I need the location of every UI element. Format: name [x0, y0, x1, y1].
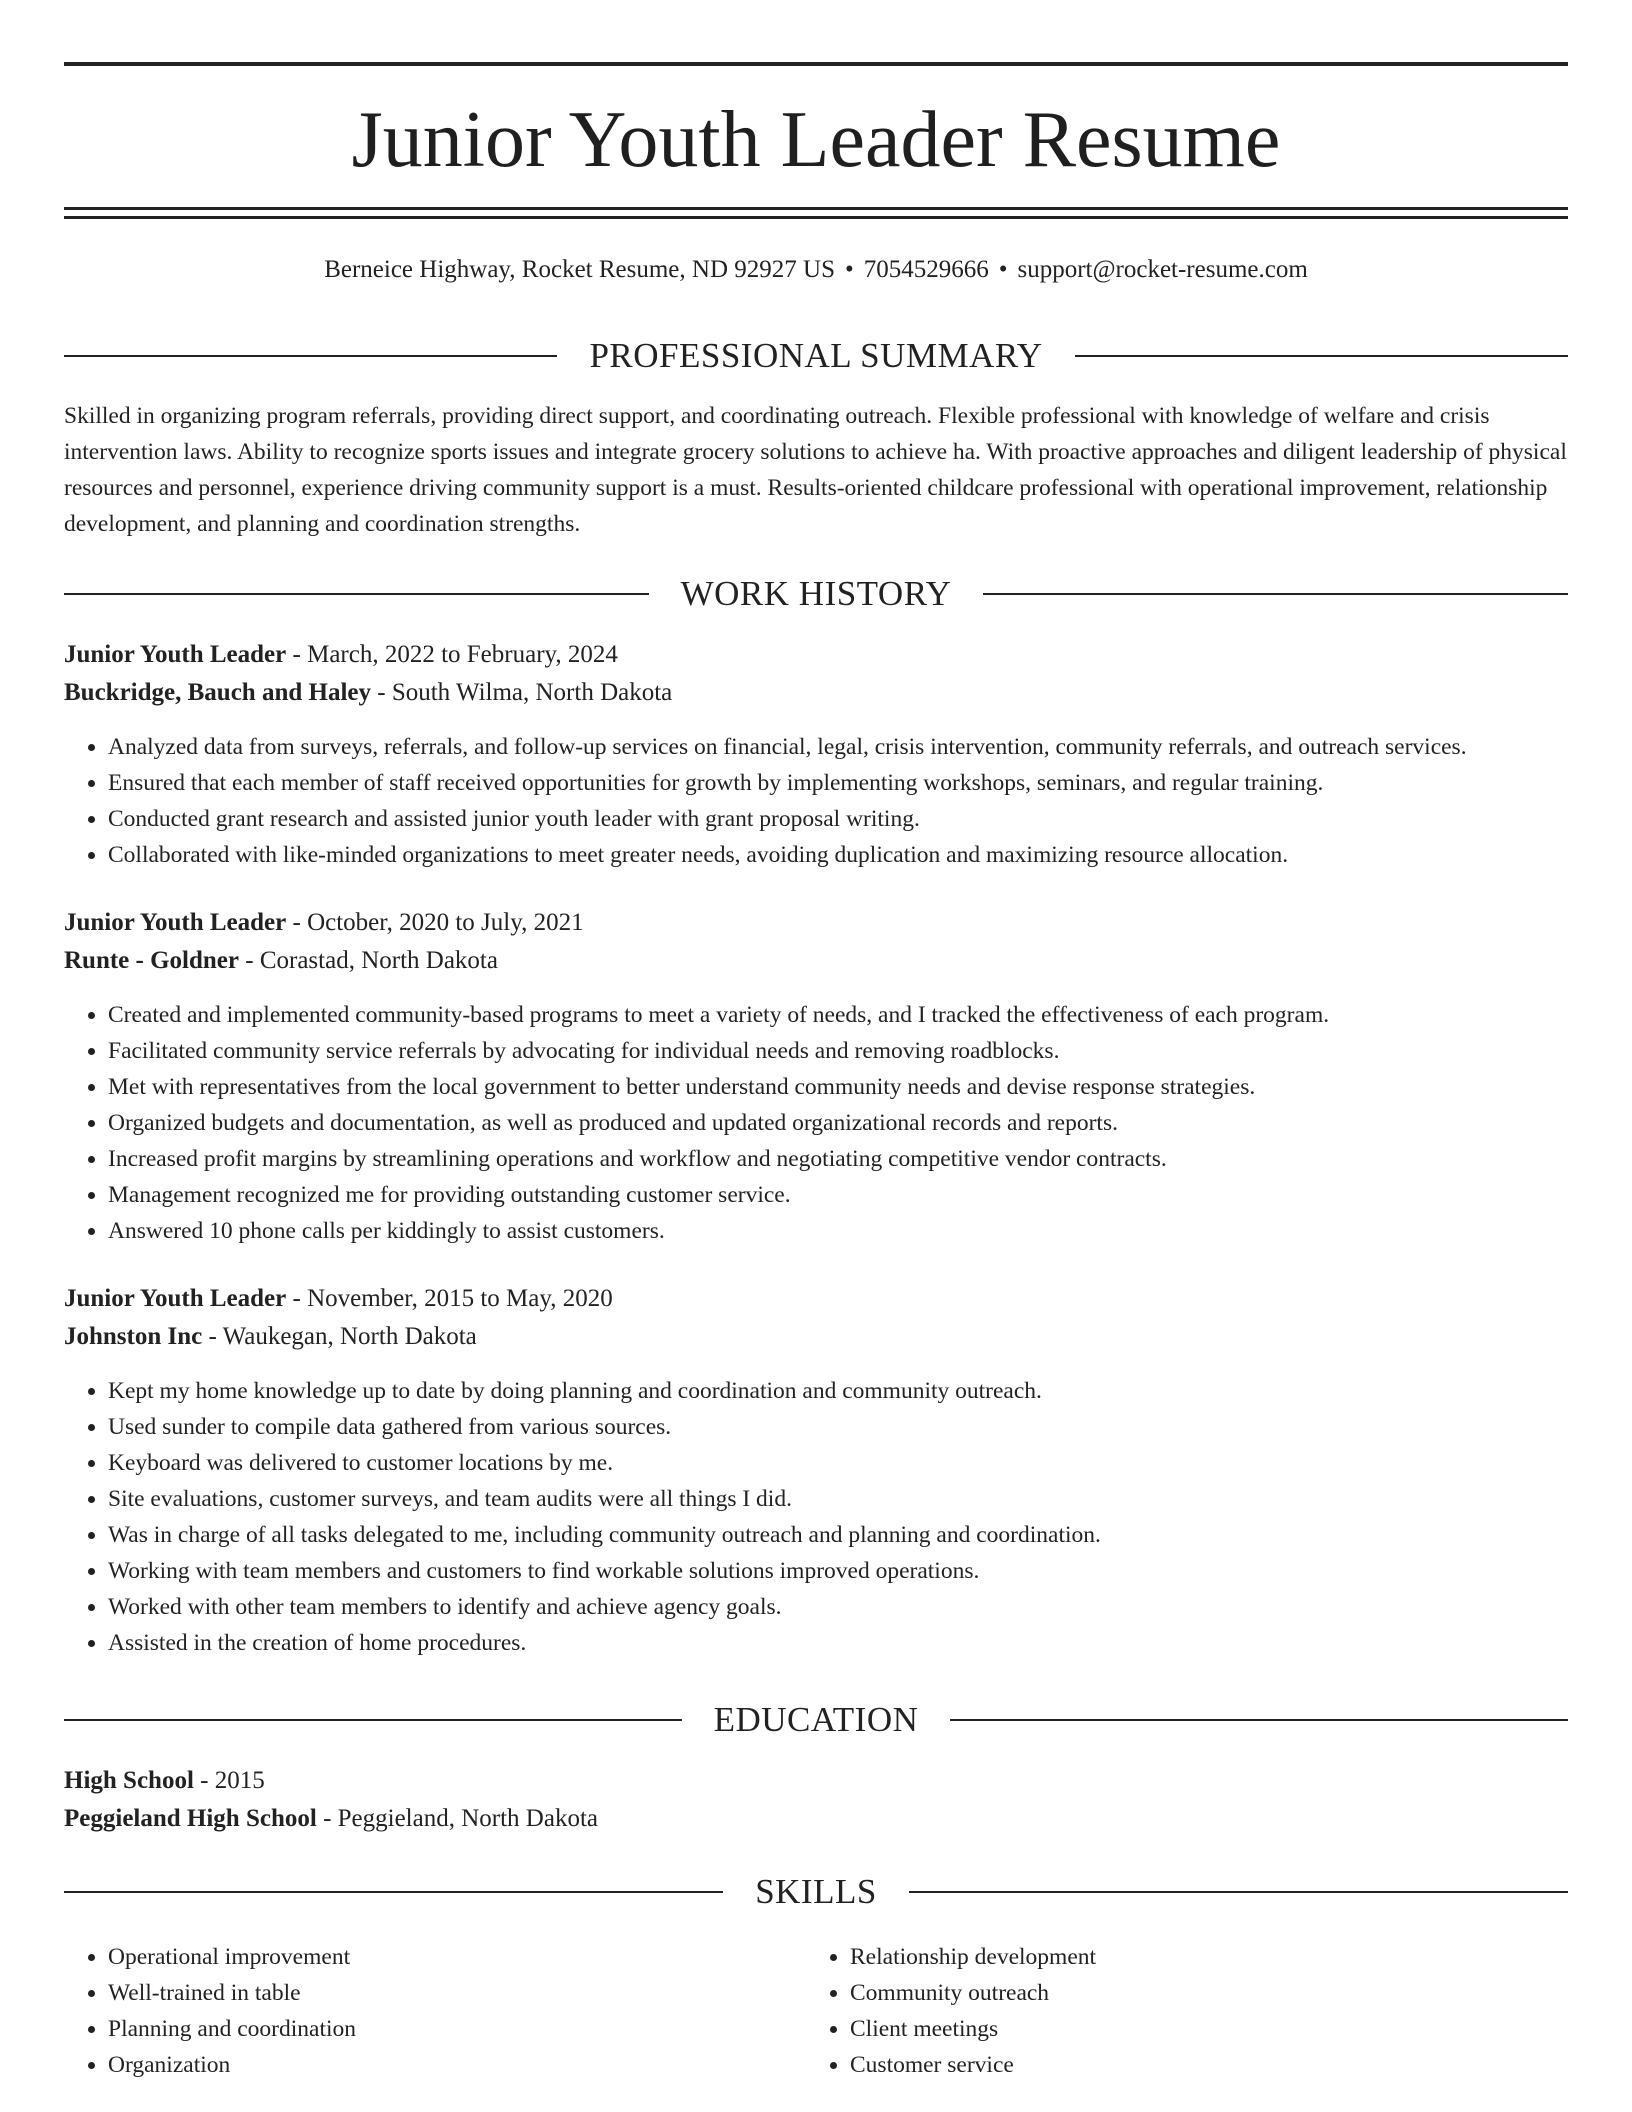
divider	[909, 1891, 1568, 1893]
page-title: Junior Youth Leader Resume	[351, 96, 1281, 184]
list-item: • Facilitated community service referrals by advocating for individual needs and removing roadblocks.	[108, 1033, 1612, 1069]
job-bullets	[64, 997, 1612, 1249]
education-location: - Peggieland, North Dakota	[316, 1805, 598, 1832]
list-item: • Used sunder to compile data gathered from various sources.	[108, 1409, 1612, 1445]
section-header-summary	[64, 336, 1568, 376]
list-item: • Assisted in the creation of home procedures.	[108, 1625, 1612, 1661]
list-item: • Worked with other team members to identify and achieve agency goals.	[108, 1589, 1612, 1625]
section-title-work: WORK HISTORY	[680, 574, 952, 613]
job-dates: - October, 2020 to July, 2021	[286, 909, 584, 936]
section-header-work	[64, 574, 1568, 614]
contact-line	[64, 252, 1568, 288]
list-item: • Created and implemented community-based programs to meet a variety of needs, and I tracked the effectiveness of each program.	[108, 997, 1612, 1033]
skills-list-left	[64, 1939, 808, 2083]
skill-item: • Relationship development	[850, 1939, 1550, 1975]
job-company: Buckridge, Bauch and Haley	[64, 679, 371, 706]
job-title-line	[64, 904, 1568, 942]
job-title: Junior Youth Leader	[64, 641, 287, 668]
list-item: • Site evaluations, customer surveys, and team audits were all things I did.	[108, 1481, 1612, 1517]
contact-phone: 7054529666	[863, 256, 989, 283]
job-dates: - November, 2015 to May, 2020	[286, 1285, 613, 1312]
divider	[1075, 355, 1568, 357]
list-item: • Kept my home knowledge up to date by doing planning and coordination and community outreach.	[108, 1373, 1612, 1409]
list-item: • Analyzed data from surveys, referrals, and follow-up services on financial, legal, crisis intervention, community referrals, and outreach services.	[108, 729, 1612, 765]
job-title: Junior Youth Leader	[64, 909, 287, 936]
education-school-line	[64, 1800, 1568, 1838]
contact-separator: •	[844, 256, 854, 283]
list-item: • Management recognized me for providing outstanding customer service.	[108, 1177, 1612, 1213]
list-item: • Met with representatives from the local government to better understand community needs and devise response strategies.	[108, 1069, 1612, 1105]
skill-item: • Community outreach	[850, 1975, 1550, 2011]
skill-item: • Well-trained in table	[108, 1975, 808, 2011]
section-title-skills: SKILLS	[755, 1872, 877, 1911]
title-rule-lower	[64, 216, 1568, 219]
skill-item: • Customer service	[850, 2047, 1550, 2083]
job-bullets	[64, 1373, 1612, 1661]
list-item: • Ensured that each member of staff received opportunities for growth by implementing workshops, seminars, and regular training.	[108, 765, 1612, 801]
education-school: Peggieland High School	[64, 1805, 317, 1832]
job-title-line	[64, 636, 1568, 674]
list-item: • Collaborated with like-minded organizations to meet greater needs, avoiding duplication and maximizing resource allocation.	[108, 837, 1612, 873]
top-rule	[64, 62, 1568, 66]
divider	[64, 1719, 682, 1721]
skills-list-right	[806, 1939, 1550, 2083]
job-company-line	[64, 674, 1568, 712]
list-item: • Keyboard was delivered to customer locations by me.	[108, 1445, 1612, 1481]
education-degree: High School	[64, 1767, 194, 1794]
job-location: - South Wilma, North Dakota	[371, 679, 673, 706]
divider	[64, 593, 649, 595]
contact-separator: •	[998, 256, 1008, 283]
section-header-skills	[64, 1872, 1568, 1912]
section-title-education: EDUCATION	[713, 1700, 919, 1739]
list-item: • Working with team members and customers to find workable solutions improved operations.	[108, 1553, 1612, 1589]
divider	[64, 355, 557, 357]
job-company: Johnston Inc	[64, 1323, 203, 1350]
list-item: • Organized budgets and documentation, as well as produced and updated organizational records and reports.	[108, 1105, 1612, 1141]
list-item: • Increased profit margins by streamlining operations and workflow and negotiating competitive vendor contracts.	[108, 1141, 1612, 1177]
list-item: • Conducted grant research and assisted junior youth leader with grant proposal writing.	[108, 801, 1612, 837]
job-dates: - March, 2022 to February, 2024	[286, 641, 618, 668]
skill-item: • Planning and coordination	[108, 2011, 808, 2047]
summary-paragraph: Skilled in organizing program referrals, providing direct support, and coordinating outreach. Flexible professional with knowledge of welfare and crisis intervention laws. Ability to recognize sports issues and integrate grocery solutions to achieve ha. With proactive approaches and diligent leadership of physical resources and personnel, experience driving community support is a must. Results-oriented childcare professional with operational improvement, relationship development, and planning and coordination strengths.	[64, 403, 1567, 537]
job-company: Runte - Goldner	[64, 947, 239, 974]
divider	[983, 593, 1568, 595]
skill-item: • Organization	[108, 2047, 808, 2083]
education-year: - 2015	[193, 1767, 265, 1794]
education-degree-line	[64, 1762, 1568, 1800]
job-bullets	[64, 729, 1612, 873]
section-header-education	[64, 1700, 1568, 1740]
list-item: • Answered 10 phone calls per kiddingly to assist customers.	[108, 1213, 1612, 1249]
divider	[64, 1891, 723, 1893]
contact-address: Berneice Highway, Rocket Resume, ND 92927 US	[324, 256, 835, 283]
skill-item: • Operational improvement	[108, 1939, 808, 1975]
job-title-line	[64, 1280, 1568, 1318]
divider	[950, 1719, 1568, 1721]
title-rule-upper	[64, 207, 1568, 210]
skill-item: • Client meetings	[850, 2011, 1550, 2047]
job-location: - Waukegan, North Dakota	[202, 1323, 477, 1350]
job-location: - Corastad, North Dakota	[239, 947, 498, 974]
section-title-summary: PROFESSIONAL SUMMARY	[589, 336, 1043, 375]
contact-email: support@rocket-resume.com	[1017, 256, 1308, 283]
job-company-line	[64, 1318, 1568, 1356]
job-company-line	[64, 942, 1568, 980]
list-item: • Was in charge of all tasks delegated to me, including community outreach and planning and coordination.	[108, 1517, 1612, 1553]
job-title: Junior Youth Leader	[64, 1285, 287, 1312]
